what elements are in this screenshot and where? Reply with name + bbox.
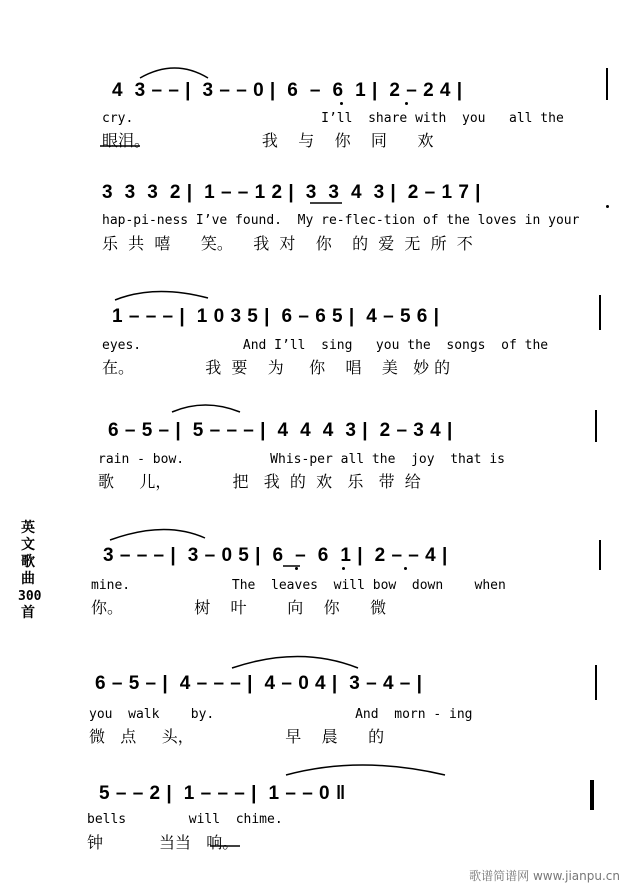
english-lyrics-line: eyes. And I’ll sing you the songs of the	[102, 338, 549, 353]
jianpu-notes-line: 5 – – 2 | 1 – – – | 1 – – 0 ‖	[99, 783, 346, 804]
english-lyrics-line: cry. I’ll share with you all the	[102, 111, 564, 126]
book-title-char: 歌	[21, 554, 35, 570]
jianpu-notes-line: 3 3 3 2 | 1 – – 1 2 | 3 3 4 3 | 2 – 1 7 |	[102, 182, 481, 203]
tie-arc	[172, 405, 240, 412]
english-lyrics-line: bells will chime.	[87, 812, 283, 827]
jianpu-notes-line: 6 – 5 – | 4 – – – | 4 – 0 4 | 3 – 4 – |	[95, 673, 423, 694]
chinese-lyrics-line: 在。 我 要 为 你 唱 美 妙 的	[102, 358, 451, 377]
chinese-lyrics-line: 歌 儿， 把 我 的 欢 乐 带 给	[98, 472, 421, 491]
book-title-char: 曲	[21, 571, 35, 587]
english-lyrics-line: you walk by. And morn - ing	[89, 707, 473, 722]
jianpu-notes-line: 1 – – – | 1 0 3 5 | 6 – 6 5 | 4 – 5 6 |	[112, 306, 440, 327]
tie-arc	[232, 657, 358, 669]
chinese-lyrics-line: 微 点 头， 早 晨 的	[89, 727, 385, 746]
watermark: 歌谱简谱网 www.jianpu.cn	[469, 869, 620, 883]
chinese-lyrics-line: 眼泪。 我 与 你 同 欢	[102, 131, 434, 150]
english-lyrics-line: hap-pi-ness I’ve found. My re-flec-tion of the loves in your	[102, 213, 580, 228]
english-lyrics-line: mine. The leaves will bow down when	[91, 578, 506, 593]
chinese-lyrics-line: 你。 树 叶 向 你 微	[91, 598, 387, 617]
chinese-lyrics-line: 乐 共 嘻 笑。 我 对 你 的 爱 无 所 不	[102, 234, 473, 253]
tie-arc	[110, 529, 205, 540]
jianpu-notes-line: 3 – – – | 3 – 0 5 | 6 – 6 1 | 2 – – 4 |	[103, 545, 448, 566]
tie-arc	[115, 291, 208, 300]
book-title-suffix: 首	[21, 605, 35, 621]
jianpu-notes-line: 4 3 – – | 3 – – 0 | 6 – 6 1 | 2 – 2 4 |	[112, 80, 463, 101]
jianpu-notes-line: 6 – 5 – | 5 – – – | 4 4 4 3 | 2 – 3 4 |	[108, 420, 453, 441]
tie-arc	[140, 68, 208, 78]
chinese-lyrics-line: 钟 当当 响。	[87, 833, 239, 852]
english-lyrics-line: rain - bow. Whis-per all the joy that is	[98, 452, 505, 467]
tie-arc	[286, 765, 445, 775]
book-song-count: 300	[18, 589, 42, 604]
book-title-char: 英	[21, 520, 35, 536]
book-title-char: 文	[21, 537, 35, 553]
